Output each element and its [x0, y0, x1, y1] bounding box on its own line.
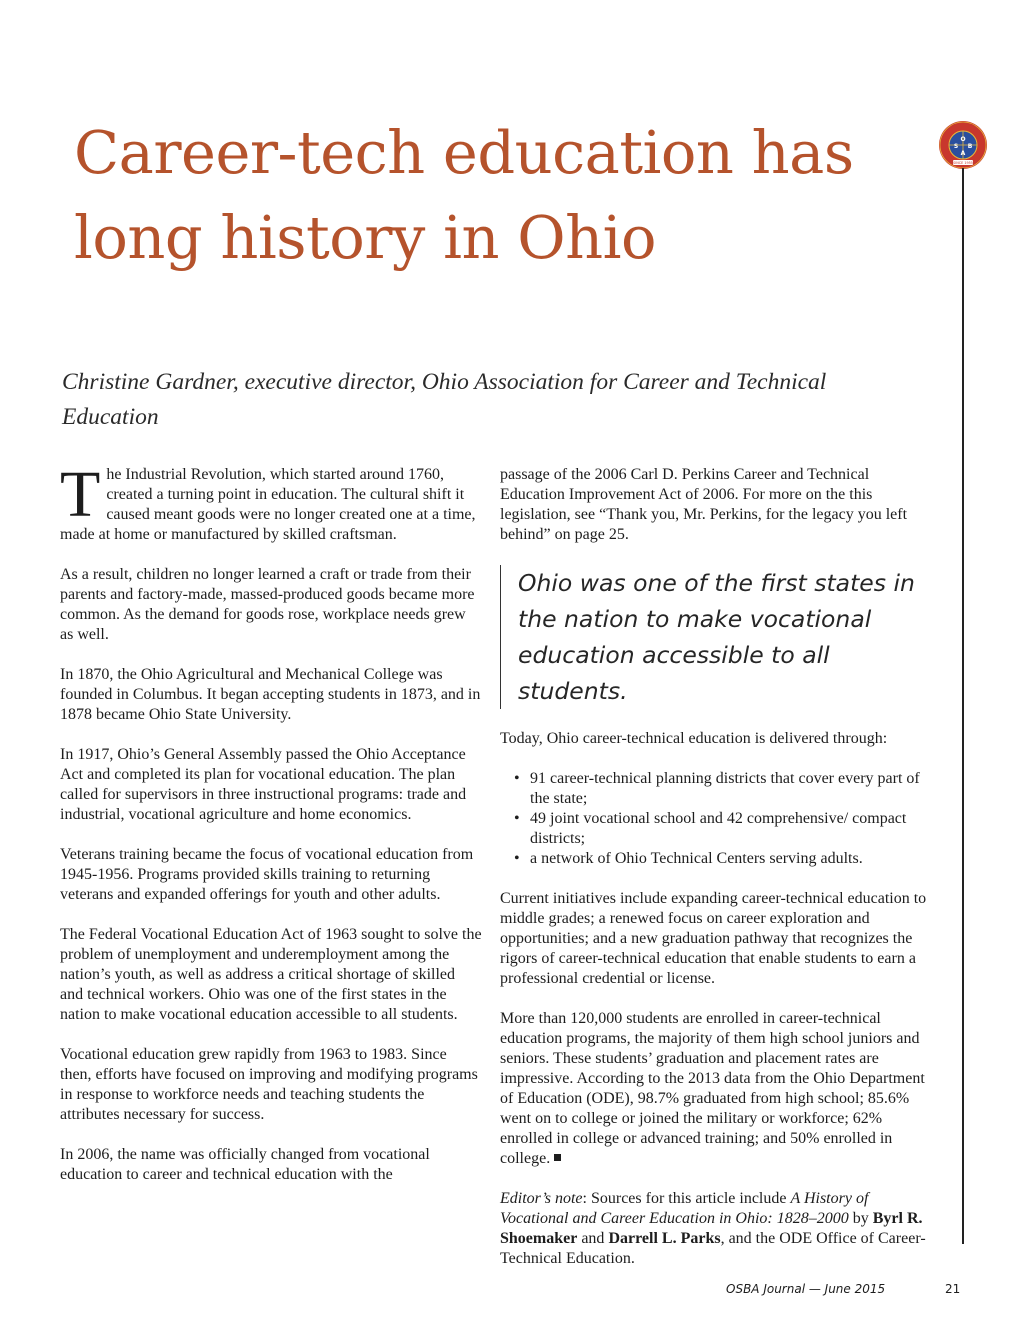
paragraph: In 2006, the name was officially changed from vocational education to career and technical education with the — [60, 1146, 430, 1183]
article-title — [74, 110, 914, 280]
author-name: Byrl R. Shoemaker — [500, 1210, 923, 1247]
title-line-2: long history in Ohio — [74, 203, 656, 272]
pull-quote: Ohio was one of the first states in the nation to make vocational education accessible to all students. — [500, 565, 928, 709]
title-line-1: Career-tech education has — [74, 118, 854, 187]
paragraph: In 1917, Ohio’s General Assembly passed the Ohio Acceptance Act and completed its plan for vocational education. The plan called for supervisors in three instructional programs: trade and industrial, vocational agriculture and home economics. — [60, 746, 467, 823]
paragraph: Current initiatives include expanding career-technical education to middle grades; a renewed focus on career exploration and opportunities; and a new graduation pathway that recognizes the rigors of career-technical education that enable students to earn a professional credential or license. — [500, 890, 927, 987]
list-intro: Today, Ohio career-technical education is delivered through: — [500, 730, 888, 747]
svg-text:O: O — [960, 136, 966, 143]
left-column — [60, 458, 482, 1205]
svg-text:S: S — [953, 143, 959, 150]
journal-footer: OSBA Journal — June 2015 — [726, 1282, 886, 1296]
paragraph — [60, 458, 482, 545]
note-text: , and the ODE Office of Career-Technical Education. — [500, 1230, 926, 1267]
book-title: A History of Vocational and Career Education in Ohio: 1828–2000 — [500, 1190, 869, 1227]
svg-text:SINCE 1955: SINCE 1955 — [953, 161, 973, 165]
paragraph: Vocational education grew rapidly from 1963 to 1983. Since then, efforts have focused on improving and modifying programs in response to workforce needs and teaching students the attributes necessary for success. — [60, 1046, 478, 1123]
note-label: Editor’s note — [500, 1190, 583, 1207]
paragraph: The Federal Vocational Education Act of 1963 sought to solve the problem of unemployment and underemployment among the nation’s youth, as well as address a critical shortage of skilled and technical workers. Ohio was one of the first states in the nation to make vocational education accessible to all students. — [60, 926, 482, 1023]
paragraph-text: he Industrial Revolution, which started around 1760, created a turning point in education. The cultural shift it caused meant goods were no longer created one at a time, made at home or manufactured by skilled craftsman. — [60, 466, 476, 543]
svg-text:B: B — [967, 143, 973, 150]
byline-line-2: Education — [62, 404, 159, 430]
svg-text:A: A — [960, 150, 966, 157]
byline — [62, 365, 922, 435]
vertical-rule — [962, 168, 964, 1244]
drop-cap: T — [60, 458, 101, 531]
end-mark-icon — [554, 1154, 561, 1161]
right-column — [500, 465, 928, 1289]
paragraph: In 1870, the Ohio Agricultural and Mechanical College was founded in Columbus. It began accepting students in 1873, and in 1878 became Ohio State University. — [60, 666, 481, 723]
list-item: • a network of Ohio Technical Centers serving adults. — [500, 849, 928, 869]
paragraph: passage of the 2006 Carl D. Perkins Career and Technical Education Improvement Act of 2006. For more on the this legislation, see “Thank you, Mr. Perkins, for the legacy you left behind” on page 25. — [500, 466, 908, 543]
list-item: • 91 career-technical planning districts that cover every part of the state; — [500, 769, 928, 809]
author-name: Darrell L. Parks — [608, 1230, 721, 1247]
paragraph-text: More than 120,000 students are enrolled in career-technical education programs, the majority of them high school juniors and seniors. These students’ graduation and placement rates are impressive. According to the 2013 data from the Ohio Department of Education (ODE), 98.7% graduated from high school; 85.6% went on to college or joined the military or workforce; 62% enrolled in college or advanced training; and 50% enrolled in college. — [500, 1010, 925, 1167]
paragraph: As a result, children no longer learned a craft or trade from their parents and factory-made, massed-produced goods became more common. As the demand for goods rose, workplace needs grew as well. — [60, 566, 475, 643]
byline-line-1: Christine Gardner, executive director, Ohio Association for Career and Technical — [62, 369, 827, 395]
page-number: 21 — [945, 1282, 961, 1296]
paragraph — [500, 1009, 928, 1169]
osba-seal-logo — [938, 120, 988, 170]
list-item: • 49 joint vocational school and 42 comprehensive/ compact districts; — [500, 809, 928, 849]
note-text: by — [848, 1210, 873, 1227]
editors-note — [500, 1189, 928, 1269]
note-text: and — [577, 1230, 609, 1247]
paragraph: Veterans training became the focus of vocational education from 1945-1956. Programs provided skills training to returning veterans and expanded offerings for youth and other adults. — [60, 846, 474, 903]
note-text: : Sources for this article include — [582, 1190, 791, 1207]
bullet-list — [500, 769, 928, 869]
